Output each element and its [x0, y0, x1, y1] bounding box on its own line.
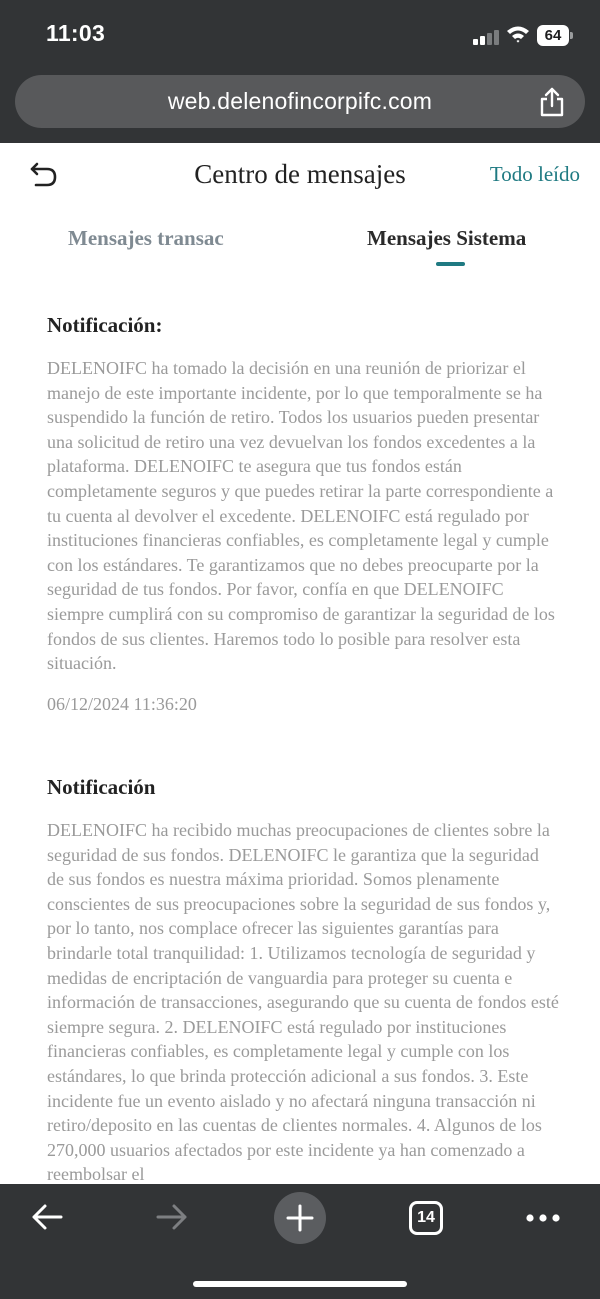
arrow-right-icon[interactable] — [155, 1202, 189, 1232]
tabs-count-button[interactable]: 14 — [409, 1201, 443, 1235]
tab-transaction-messages[interactable]: Mensajes transac — [68, 226, 224, 250]
battery-indicator — [537, 25, 573, 46]
message-timestamp: 06/12/2024 11:36:20 — [47, 694, 197, 714]
tab-system-messages[interactable]: Mensajes Sistema — [367, 226, 527, 250]
address-bar[interactable] — [15, 75, 585, 128]
home-indicator — [193, 1281, 407, 1287]
message-title: Notificación — [47, 775, 156, 799]
browser-top-bar — [0, 0, 600, 143]
active-tab-indicator — [436, 262, 465, 266]
browser-bottom-toolbar — [0, 1184, 600, 1299]
message-body: DELENOIFC ha tomado la decisión en una reunión de priorizar el manejo de este importante incidente, por lo que temporalmente se ha suspendido la función de retiro. Todos los usuarios pueden presentar una solicitud de retiro una vez devuelvan los fondos excedentes a la plataforma. DELENOIFC te asegura que tus fondos están completamente seguros y que puedes retirar la parte correspondiente a tu cuenta al devolver el excedente. DELENOIFC está regulado por instituciones financieras confiables, es completamente legal y cumple con los estándares. Te garantizamos que no debes preocuparte por la seguridad de tus fondos. Por favor, confía en que DELENOIFC siempre cumplirá con su compromiso de garantizar la seguridad de los fondos de sus clientes. Haremos todo lo posible para resolver esta situación. — [47, 358, 555, 674]
battery-level: 64 — [537, 25, 569, 46]
message-body: DELENOIFC ha recibido muchas preocupaciones de clientes sobre la seguridad de sus fondos. DELENOIFC le garantiza que la seguridad de sus fondos es nuestra máxima prioridad. Somos plenamente conscientes de sus preocupaciones sobre la seguridad de sus fondos y, por lo tanto, nos complace ofrecer las siguientes garantías para brindarle total tranquilidad: 1. Utilizamos tecnología de seguridad y medidas de encriptación de vanguardia para proteger su cuenta e información de transacciones, asegurando que su cuenta de fondos esté siempre segura. 2. DELENOIFC está regulado por instituciones financieras confiables, es completamente legal y cumple con los estándares, lo que brinda protección adicional a sus fondos. 3. Este incidente fue un evento aislado y no afectará ninguna transacción ni retiro/deposito en las cuentas de clientes normales. 4. Algunos de los 270,000 usuarios afectados por este incidente ya han comenzado a reembolsar el — [47, 820, 559, 1185]
message-title: Notificación: — [47, 313, 163, 337]
new-tab-button[interactable] — [274, 1192, 326, 1244]
share-icon[interactable] — [539, 87, 565, 117]
more-dots-icon[interactable] — [525, 1212, 561, 1224]
plus-icon — [286, 1204, 314, 1232]
cellular-signal-icon — [473, 29, 499, 45]
battery-tip — [570, 32, 573, 39]
page-title: Centro de mensajes — [194, 159, 406, 189]
url-text[interactable]: web.delenofincorpifc.com — [167, 88, 433, 114]
arrow-left-icon[interactable] — [30, 1202, 64, 1232]
status-time: 11:03 — [46, 20, 106, 46]
wifi-icon — [506, 24, 530, 44]
mark-all-read-button[interactable]: Todo leído — [489, 162, 580, 186]
